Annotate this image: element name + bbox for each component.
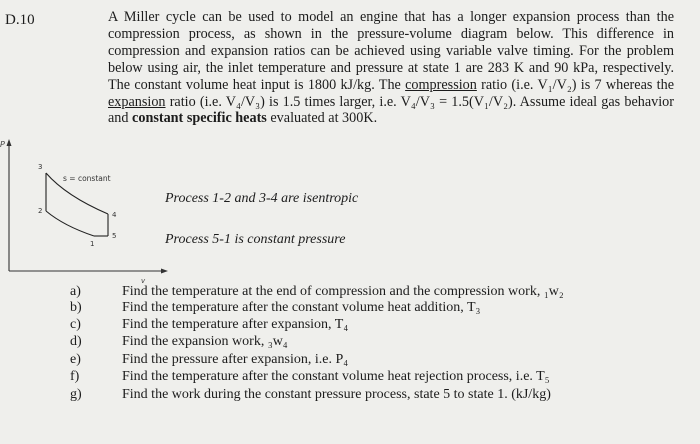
question-letter: e) — [70, 352, 81, 367]
question-letter: d) — [70, 334, 82, 349]
question-letter: g) — [70, 387, 82, 402]
expansion-emphasis: expansion — [108, 93, 166, 110]
question-text: Find the temperature after expansion, T₄ — [122, 317, 349, 332]
p-axis-arrow — [7, 139, 12, 146]
curve-label: s = constant — [63, 174, 111, 183]
state-1-label: 1 — [90, 240, 95, 248]
question-letter: c) — [70, 317, 81, 332]
process-1-2-curve — [46, 211, 94, 236]
question-text: Find the temperature at the end of compression and the compression work, ₁w₂ — [122, 284, 564, 299]
state-2-label: 2 — [38, 207, 43, 215]
question-text: Find the expansion work, ₃w₄ — [122, 334, 288, 349]
question-letter: f) — [70, 369, 80, 384]
statement-text: ratio (i.e. V₁/V₂) is 7 whereas the — [476, 76, 675, 93]
v-axis-arrow — [161, 269, 168, 274]
v-axis-label: v — [141, 277, 146, 285]
statement-text: evaluated at 300K. — [266, 110, 378, 127]
constant-specific-heats-emphasis: constant specific heats — [132, 110, 267, 127]
process-note-constant-pressure: Process 5-1 is constant pressure — [165, 232, 346, 247]
question-text: Find the temperature after the constant volume heat addition, T₃ — [122, 300, 481, 315]
problem-statement — [108, 9, 674, 127]
statement-text: A Miller cycle can be used to model an engine that has a longer expansion process than the compression process, as shown in the pressure-volume diagram below. This difference in compression and expansion ratios can be achieved using variable valve timing. For the problem below using air, the inlet temperature and pressure at state 1 are 283 K and 90 kPa, respectively. The constant volume heat input is 1800 kJ/kg. The — [108, 9, 674, 93]
state-3-label: 3 — [38, 163, 43, 171]
state-5-label: 5 — [112, 232, 117, 240]
question-letter: a) — [70, 284, 81, 299]
compression-emphasis: compression — [405, 76, 477, 93]
question-text: Find the temperature after the constant volume heat rejection process, i.e. T₅ — [122, 369, 550, 384]
p-axis-label: P — [0, 140, 5, 149]
question-text: Find the pressure after expansion, i.e. P₄ — [122, 352, 349, 367]
pv-diagram — [0, 138, 170, 285]
question-text: Find the work during the constant pressure process, state 5 to state 1. (kJ/kg) — [122, 387, 551, 402]
process-note-isentropic: Process 1-2 and 3-4 are isentropic — [165, 191, 359, 206]
statement-text: ratio (i.e. V₄/V₃) is 1.5 times larger, i.e. V₄/V₃ = 1.5(V₁/V₂). Assume ideal gas behavior and — [108, 93, 674, 127]
state-4-label: 4 — [112, 211, 117, 219]
problem-number: D.10 — [5, 12, 35, 28]
question-letter: b) — [70, 300, 82, 315]
